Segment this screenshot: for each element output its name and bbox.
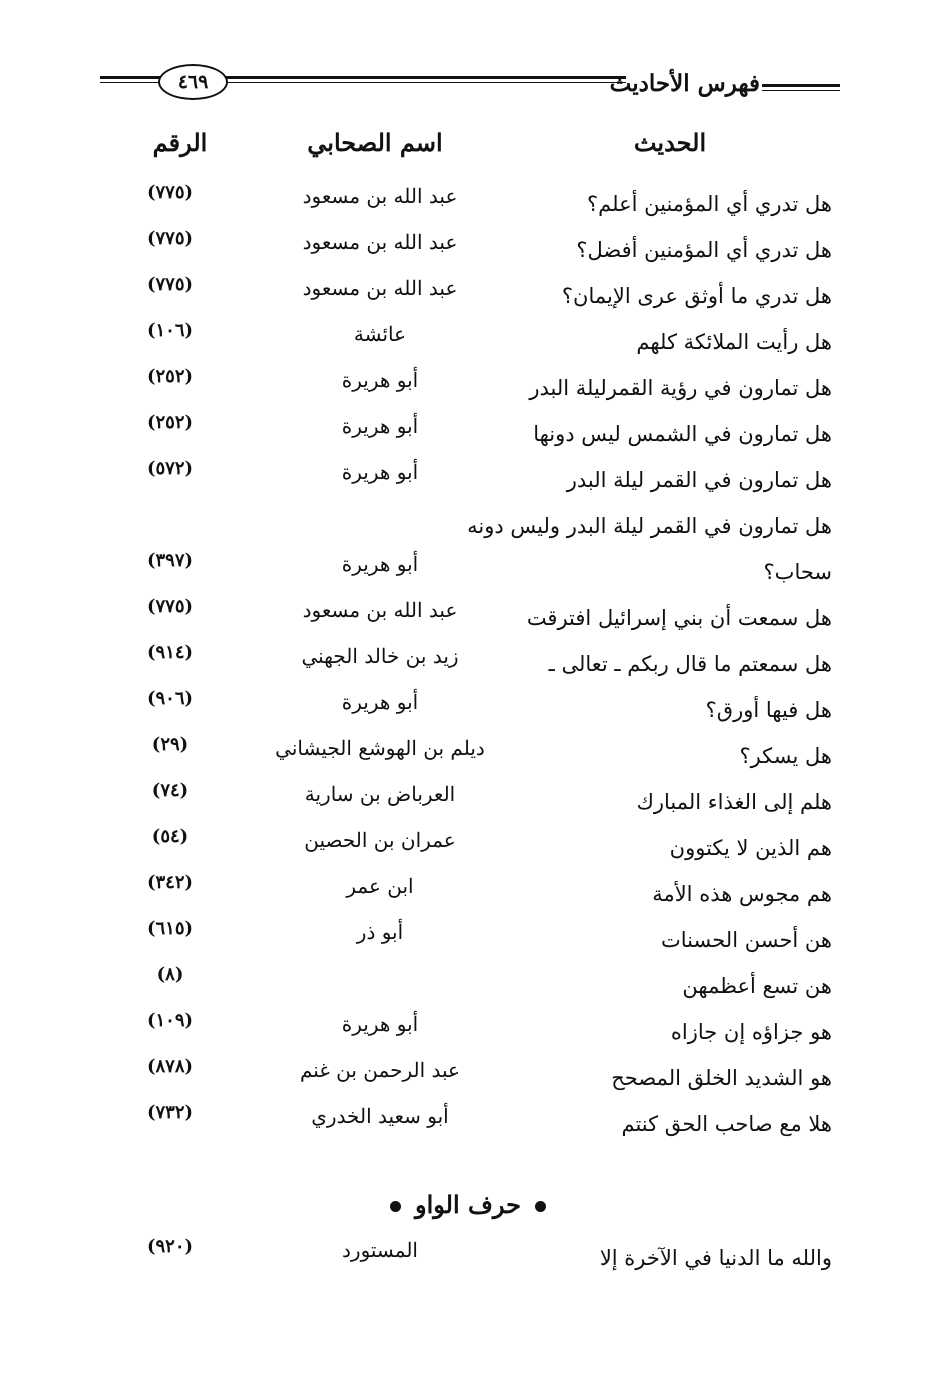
hadith-text: هل تمارون في رؤية القمرليلة البدر (529, 376, 832, 400)
hadith-number: (٦١٥) (146, 918, 194, 939)
hadith-number: (٣٤٢) (146, 872, 194, 893)
table-row (100, 458, 840, 504)
table-row (100, 1056, 840, 1102)
sahabi-name: أبو ذر (356, 920, 404, 944)
hadith-text: هم الذين لا يكتوون (669, 836, 832, 860)
hadith-number: (٩٢٠) (146, 1236, 194, 1257)
sahabi-name: عبد الرحمن بن غنم (300, 1058, 460, 1082)
hadith-number: (٧٧٥) (146, 228, 194, 249)
hadith-text: هل تمارون في القمر ليلة البدر وليس دونه (467, 514, 832, 538)
hadith-text: هن أحسن الحسنات (661, 928, 832, 952)
table-row (100, 872, 840, 918)
hadith-text: هلم إلى الغذاء المبارك (636, 790, 832, 814)
sahabi-name: أبو هريرة (341, 414, 419, 438)
hadith-number: (٣٩٧) (146, 550, 194, 571)
bullet-icon (390, 1201, 401, 1212)
hadith-text: هو الشديد الخلق المصحح (611, 1066, 832, 1090)
hadith-number: (٢٥٢) (146, 366, 194, 387)
hadith-number: (٢٥٢) (146, 412, 194, 433)
table-row (100, 964, 840, 1010)
table-row (100, 826, 840, 872)
table-row (100, 504, 840, 550)
hadith-text: هل سمعتم ما قال ربكم ـ تعالى ـ (548, 652, 832, 676)
column-head-sahabi: اسم الصحابي (307, 128, 443, 157)
table-row (100, 320, 840, 366)
column-head-number: الرقم (152, 128, 208, 157)
hadith-text: هل تمارون في القمر ليلة البدر (566, 468, 832, 492)
column-head-hadith: الحديث (633, 128, 707, 157)
hadith-text: هل فيها أورق؟ (705, 698, 832, 722)
hadith-number: (٨٧٨) (146, 1056, 194, 1077)
hadith-number: (١٠٦) (146, 320, 194, 341)
hadith-text: هل تمارون في الشمس ليس دونها (533, 422, 832, 446)
hadith-number: (٥٤) (151, 826, 189, 847)
table-row (100, 412, 840, 458)
hadith-text: هلا مع صاحب الحق كنتم (621, 1112, 832, 1136)
hadith-text: والله ما الدنيا في الآخرة إلا (599, 1246, 832, 1270)
header-title: فهرس الأحاديث (609, 70, 760, 97)
sahabi-name: عائشة (353, 322, 407, 346)
sahabi-name: أبو هريرة (341, 368, 419, 392)
hadith-number: (١٠٩) (146, 1010, 194, 1031)
hadith-number: (٧٧٥) (146, 274, 194, 295)
sahabi-name: أبو هريرة (341, 460, 419, 484)
hadith-text: هل تدري أي المؤمنين أعلم؟ (587, 192, 832, 216)
hadith-number: (٧٧٥) (146, 182, 194, 203)
header-rule-middle-thin (226, 82, 626, 83)
table-row (100, 642, 840, 688)
sahabi-name: أبو هريرة (341, 690, 419, 714)
hadith-number: (٩١٤) (146, 642, 194, 663)
hadith-number: (٧٣٢) (146, 1102, 194, 1123)
sahabi-name: زيد بن خالد الجهني (301, 644, 459, 668)
table-row (100, 780, 840, 826)
sahabi-name: عبد الله بن مسعود (302, 184, 458, 208)
hadith-number: (٢٩) (151, 734, 189, 755)
hadith-text: هل رأيت الملائكة كلهم (636, 330, 832, 354)
header-rule-right (762, 84, 840, 87)
hadith-text: هل تدري ما أوثق عرى الإيمان؟ (561, 284, 832, 308)
sahabi-name: عبد الله بن مسعود (302, 230, 458, 254)
sahabi-name: ابن عمر (346, 874, 414, 898)
sahabi-name: عمران بن الحصين (304, 828, 456, 852)
table-row (100, 1010, 840, 1056)
table-row (100, 228, 840, 274)
page-header (100, 60, 840, 104)
sahabi-name: العرباض بن سارية (304, 782, 456, 806)
hadith-number: (٩٠٦) (146, 688, 194, 709)
hadith-text: سحاب؟ (763, 560, 832, 584)
table-row (100, 734, 840, 780)
table-row (100, 274, 840, 320)
hadith-text: هل يسكر؟ (739, 744, 832, 768)
sahabi-name: أبو سعيد الخدري (311, 1104, 449, 1128)
table-row (100, 1102, 840, 1148)
hadith-number: (٥٧٢) (146, 458, 194, 479)
sahabi-name: عبد الله بن مسعود (302, 598, 458, 622)
hadith-text: هل تدري أي المؤمنين أفضل؟ (576, 238, 832, 262)
section-heading (0, 1190, 936, 1219)
table-row (100, 596, 840, 642)
sahabi-name: المستورد (342, 1238, 418, 1262)
page-number: ٤٦٩ (158, 64, 228, 100)
header-rule-right-thin (762, 90, 840, 91)
section-title: حرف الواو (415, 1190, 521, 1219)
hadith-text: هن تسع أعظمهن (682, 974, 832, 998)
hadith-text: هم مجوس هذه الأمة (652, 882, 832, 906)
sahabi-name: عبد الله بن مسعود (302, 276, 458, 300)
hadith-number: (٧٧٥) (146, 596, 194, 617)
table-row (100, 550, 840, 596)
table-row (100, 688, 840, 734)
header-rule-left (100, 76, 160, 79)
sahabi-name: أبو هريرة (341, 552, 419, 576)
sahabi-name: أبو هريرة (341, 1012, 419, 1036)
hadith-text: هل سمعت أن بني إسرائيل افترقت (526, 606, 832, 630)
hadith-number: (٨) (156, 964, 184, 985)
table-row (100, 366, 840, 412)
table-row (100, 918, 840, 964)
hadith-number: (٧٤) (151, 780, 189, 801)
header-rule-middle (226, 76, 626, 79)
header-rule-left-thin (100, 82, 160, 83)
hadith-text: هو جزاؤه إن جازاه (670, 1020, 832, 1044)
sahabi-name: ديلم بن الهوشع الجيشاني (275, 736, 485, 760)
table-row (100, 1236, 840, 1282)
bullet-icon (535, 1201, 546, 1212)
table-row (100, 182, 840, 228)
